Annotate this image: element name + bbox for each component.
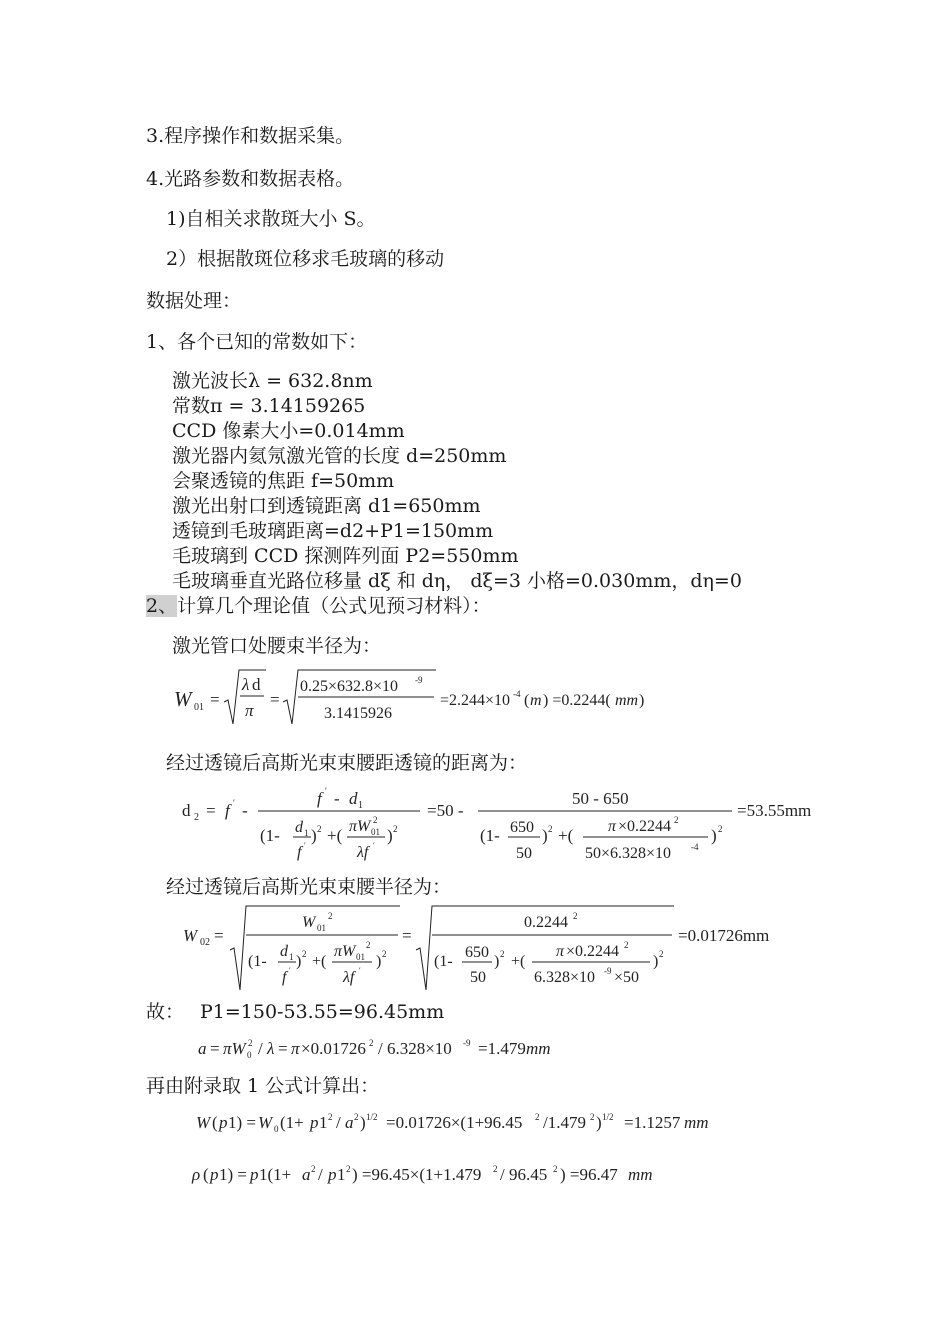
svg-text:λ: λ: [242, 675, 250, 694]
svg-text:πW: πW: [349, 818, 371, 835]
svg-text:6.328×10: 6.328×10: [534, 969, 596, 986]
svg-text:mm: mm: [628, 1165, 653, 1184]
svg-text:W: W: [302, 914, 316, 931]
svg-text:2: 2: [624, 940, 629, 950]
svg-text:1) =: 1) =: [228, 1113, 256, 1132]
svg-text:2: 2: [493, 1164, 498, 1174]
svg-text:mm: mm: [684, 1113, 709, 1132]
svg-text:) =96.47: ) =96.47: [560, 1165, 618, 1184]
svg-text:′: ′: [233, 798, 235, 808]
svg-text:): ): [542, 826, 548, 845]
svg-text:-4: -4: [691, 842, 699, 852]
constant-lens-glass-distance: 透镜到毛玻璃距离=d2+P1=150mm: [172, 520, 494, 542]
distance-result: =53.55mm: [737, 801, 812, 820]
w-p1-equation: [194, 1106, 794, 1138]
svg-text:0.2244: 0.2244: [524, 914, 568, 931]
svg-text:λf: λf: [343, 969, 355, 986]
svg-text:=: =: [206, 801, 216, 820]
svg-text:p: p: [310, 1113, 319, 1132]
svg-text:2: 2: [548, 824, 553, 834]
svg-text:f: f: [282, 969, 287, 986]
svg-text:/ 6.328×10: / 6.328×10: [378, 1039, 452, 1058]
svg-text:1: 1: [337, 1165, 346, 1184]
svg-text:0.25×632.8×10: 0.25×632.8×10: [300, 678, 399, 695]
constant-d1: 激光出射口到透镜距离 d1=650mm: [172, 495, 481, 517]
svg-text:a: a: [345, 1113, 354, 1132]
svg-text:p: p: [250, 1165, 259, 1184]
svg-text:2: 2: [311, 1164, 316, 1174]
svg-text:(: (: [203, 1165, 209, 1184]
appendix-label: 再由附录取 1 公式计算出：: [146, 1075, 380, 1097]
svg-text:-9: -9: [415, 675, 423, 685]
svg-text:0: 0: [247, 1050, 252, 1060]
svg-text:mm: mm: [526, 1039, 551, 1058]
constant-focal-length: 会聚透镜的焦距 f=50mm: [172, 470, 395, 492]
svg-text:/ 96.45: / 96.45: [500, 1165, 548, 1184]
svg-text:650: 650: [465, 944, 489, 961]
svg-text:=: =: [210, 690, 220, 709]
svg-text:2: 2: [590, 1112, 595, 1122]
svg-text:): ): [387, 826, 393, 845]
svg-text:mm: mm: [615, 692, 639, 709]
svg-text:2: 2: [328, 911, 333, 921]
svg-text:): ): [296, 953, 302, 970]
svg-text:p: p: [328, 1165, 337, 1184]
svg-text:W: W: [183, 926, 198, 945]
svg-text:/: /: [258, 1039, 263, 1058]
svg-text:01: 01: [356, 952, 365, 962]
svg-text:2: 2: [500, 949, 505, 959]
svg-text:a: a: [302, 1165, 311, 1184]
svg-text:m: m: [530, 692, 542, 709]
svg-text:f: f: [317, 789, 322, 808]
svg-text:) =96.45×(1+1.479: ) =96.45×(1+1.479: [352, 1165, 482, 1184]
svg-text:=: =: [402, 926, 412, 945]
svg-text:=1.479: =1.479: [478, 1039, 526, 1058]
svg-text:(1+: (1+: [280, 1113, 304, 1132]
svg-text:′: ′: [304, 841, 306, 850]
sub-step-1: 1)自相关求散斑大小 S。: [166, 208, 376, 230]
svg-text:=1.1257: =1.1257: [624, 1113, 681, 1132]
svg-text:1: 1: [319, 1113, 328, 1132]
svg-text:+(: +(: [511, 953, 526, 970]
svg-text:-4: -4: [513, 689, 521, 699]
a-equation: [196, 1034, 616, 1064]
distance-equation: [180, 782, 840, 866]
section-1-heading: 1、各个已知的常数如下：: [146, 331, 368, 353]
therefore-label: 故：: [146, 1001, 185, 1023]
svg-text:650: 650: [510, 819, 534, 836]
svg-text:-9: -9: [604, 966, 612, 976]
svg-text:W: W: [196, 1113, 211, 1132]
svg-text:): ): [653, 953, 659, 970]
svg-text:p: p: [210, 1165, 219, 1184]
svg-text:0: 0: [274, 1124, 279, 1134]
svg-text:′: ′: [325, 786, 327, 796]
svg-text:W: W: [174, 687, 192, 711]
svg-text:2: 2: [535, 1112, 540, 1122]
constant-ccd-pixel: CCD 像素大小=0.014mm: [172, 420, 405, 442]
svg-text:/: /: [336, 1113, 341, 1132]
svg-text:f: f: [297, 844, 302, 861]
svg-text:2: 2: [553, 1164, 558, 1174]
svg-text:1/2: 1/2: [602, 1112, 614, 1122]
svg-text:2: 2: [373, 815, 378, 825]
svg-text:W: W: [258, 1113, 273, 1132]
svg-text:-9: -9: [463, 1038, 471, 1048]
section-2-heading: [146, 597, 491, 616]
svg-text:-: -: [334, 789, 340, 808]
svg-text:2: 2: [674, 815, 679, 825]
svg-text:(1-: (1-: [260, 826, 280, 845]
constant-p2: 毛玻璃到 CCD 探测阵列面 P2=550mm: [172, 545, 519, 567]
svg-text:d: d: [182, 801, 191, 820]
section-2-number: 2、: [146, 595, 178, 617]
therefore-value: P1=150-53.55=96.45mm: [200, 1001, 445, 1023]
svg-text:2: 2: [346, 1164, 351, 1174]
svg-text:1(1+: 1(1+: [259, 1165, 292, 1184]
step-4: 4.光路参数和数据表格。: [146, 168, 355, 190]
svg-text:π: π: [291, 1039, 300, 1058]
svg-text:01: 01: [371, 827, 380, 837]
constant-displacement: 毛玻璃垂直光路位移量 dξ 和 dη， dξ=3 小格=0.030mm，dη=0: [172, 570, 742, 592]
svg-text:+(: +(: [558, 826, 574, 845]
svg-text:(: (: [524, 692, 530, 709]
svg-text:a: a: [198, 1039, 207, 1058]
svg-text:1) =: 1) =: [219, 1165, 247, 1184]
svg-text:): ): [596, 1113, 602, 1132]
svg-text:2: 2: [194, 812, 199, 823]
svg-text:π: π: [245, 701, 254, 720]
svg-text:2: 2: [382, 949, 387, 959]
svg-text:(1-: (1-: [480, 826, 500, 845]
svg-text:): ): [711, 826, 717, 845]
svg-text:d: d: [252, 675, 261, 694]
svg-text:2: 2: [302, 949, 307, 959]
constant-pi: 常数π = 3.14159265: [172, 395, 366, 417]
svg-text:50: 50: [470, 969, 486, 986]
svg-text:2: 2: [354, 1112, 359, 1122]
svg-text:λ: λ: [267, 1039, 275, 1058]
svg-text:) =0.2244(: ) =0.2244(: [543, 692, 611, 709]
svg-text:d: d: [349, 789, 358, 808]
svg-text:01: 01: [194, 702, 204, 713]
svg-text:×0.2244: ×0.2244: [618, 818, 672, 835]
svg-text:′: ′: [359, 966, 361, 975]
svg-text:×50: ×50: [614, 969, 640, 986]
svg-text:(1-: (1-: [434, 953, 453, 970]
svg-text:): ): [376, 953, 382, 970]
waist-after-lens-equation: [180, 902, 800, 994]
svg-text:1/2: 1/2: [366, 1112, 378, 1122]
svg-text:2: 2: [393, 824, 398, 834]
distance-mid: =50 -: [427, 801, 464, 820]
svg-text:ρ: ρ: [192, 1165, 201, 1184]
svg-text:2: 2: [328, 1112, 333, 1122]
svg-text:): ): [311, 826, 317, 845]
svg-text:2: 2: [248, 1038, 253, 1048]
svg-text:×0.2244: ×0.2244: [566, 943, 620, 960]
svg-text:(1-: (1-: [248, 953, 267, 970]
svg-text:′: ′: [373, 841, 375, 850]
svg-text:=: =: [210, 1039, 220, 1058]
svg-text:): ): [360, 1113, 366, 1132]
data-heading: 数据处理：: [146, 290, 242, 312]
svg-text:1: 1: [289, 952, 294, 962]
svg-text:2: 2: [317, 824, 322, 834]
svg-text:3.1415926: 3.1415926: [324, 705, 392, 722]
svg-text:′: ′: [289, 966, 291, 975]
waist-after-lens-label: 经过透镜后高斯光束束腰半径为：: [166, 876, 452, 898]
svg-text:2: 2: [366, 940, 371, 950]
svg-text:1: 1: [358, 800, 363, 811]
svg-text:f: f: [225, 801, 230, 820]
svg-text:+(: +(: [327, 826, 343, 845]
svg-text:2: 2: [718, 824, 723, 834]
svg-text:): ): [639, 692, 645, 709]
svg-text:=2.244×10: =2.244×10: [440, 692, 511, 709]
svg-text:02: 02: [200, 937, 210, 948]
waist-radius-equation: [172, 664, 692, 728]
svg-text:πW: πW: [334, 943, 356, 960]
svg-text:π: π: [556, 943, 565, 960]
distance-label: 经过透镜后高斯光束束腰距透镜的距离为：: [166, 752, 528, 774]
constant-wavelength: 激光波长λ = 632.8nm: [172, 370, 373, 392]
step-3: 3.程序操作和数据采集。: [146, 125, 355, 147]
svg-text:2: 2: [659, 949, 664, 959]
svg-text:×0.01726: ×0.01726: [301, 1039, 366, 1058]
svg-text:d: d: [295, 819, 303, 836]
svg-text:/1.479: /1.479: [543, 1113, 586, 1132]
svg-text:(: (: [212, 1113, 218, 1132]
svg-text:2: 2: [369, 1038, 374, 1048]
svg-text:-: -: [242, 801, 248, 820]
waist-radius-label: 激光管口处腰束半径为：: [172, 635, 382, 657]
svg-text:50: 50: [516, 845, 532, 862]
svg-text:π: π: [608, 818, 617, 835]
waist-after-lens-result: =0.01726mm: [678, 926, 770, 945]
svg-text:): ): [494, 953, 500, 970]
sub-step-2: 2）根据散斑位移求毛玻璃的移动: [166, 248, 445, 270]
svg-text:50×6.328×10: 50×6.328×10: [585, 845, 672, 862]
svg-text:p: p: [219, 1113, 228, 1132]
svg-text:=0.01726×(1+96.45: =0.01726×(1+96.45: [386, 1113, 523, 1132]
svg-text:1: 1: [304, 828, 309, 838]
svg-text:d: d: [280, 943, 288, 960]
svg-text:πW: πW: [223, 1039, 246, 1058]
svg-text:=: =: [270, 690, 280, 709]
svg-text:/: /: [318, 1165, 323, 1184]
svg-text:2: 2: [573, 911, 578, 921]
svg-text:+(: +(: [312, 953, 327, 970]
distance-numeric-numerator: 50 - 650: [572, 789, 629, 808]
svg-text:λf: λf: [357, 844, 369, 861]
section-2-text: 计算几个理论值（公式见预习材料）：: [177, 595, 491, 617]
svg-text:=: =: [278, 1039, 288, 1058]
svg-text:=: =: [214, 926, 224, 945]
constant-tube-length: 激光器内氦氖激光管的长度 d=250mm: [172, 445, 507, 467]
svg-text:01: 01: [317, 923, 326, 933]
rho-p1-equation: [190, 1158, 710, 1190]
